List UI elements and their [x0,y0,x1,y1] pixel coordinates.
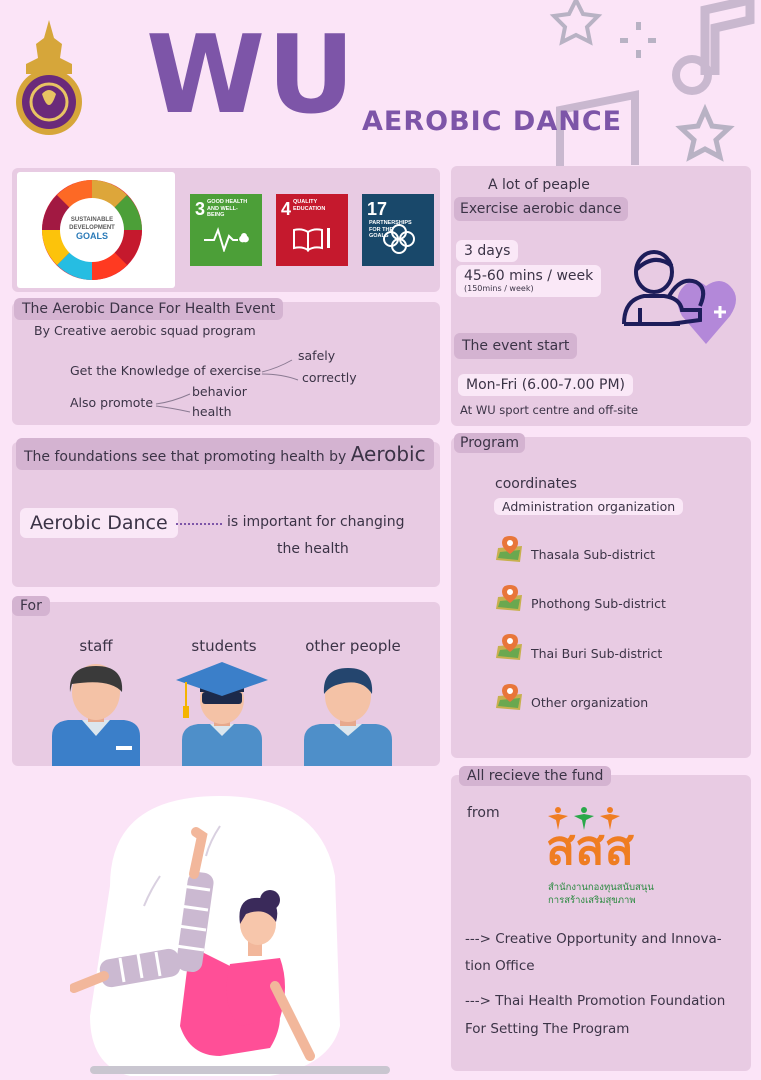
partnership-rings-icon [376,224,422,254]
correctly-text: correctly [302,370,357,385]
admin-organization-label: Administration organization [494,498,683,515]
fund-item-2-line-1: ---> Thai Health Promotion Foundation [465,993,726,1009]
foundation-line-2: the health [277,541,349,557]
heartbeat-icon [204,226,250,252]
knowledge-text: Get the Knowledge of exercise [70,363,262,378]
place-phothong: Phothong Sub-district [531,596,666,611]
sdg-tile-17: 17PARTNERSHIPS FOR THE GOALS [362,194,434,266]
thaihealth-logo-line-1: สำนักงานกองทุนสนับสนุน [548,882,654,893]
fund-item-2-line-2: For Setting The Program [465,1021,630,1037]
other-person-avatar-icon [300,664,396,766]
promote-text: Also promote [70,395,154,410]
safely-text: safely [298,348,336,363]
coordinates-text: coordinates [495,476,577,492]
foundation-line-1: is important for changing [227,514,405,530]
thaihealth-logo-line-2: การสร้างเสริมสุขภาพ [548,895,636,906]
map-pin-icon [496,684,524,710]
decorative-music-notes [540,0,761,175]
book-pencil-icon [290,226,336,252]
fund-item-1-line-2: tion Office [465,958,535,974]
exercise-label: Exercise aerobic dance [454,197,628,221]
place-other-organization: Other organization [531,695,649,710]
fund-item-1-line-1: ---> Creative Opportunity and Innova- [465,931,722,947]
sparkle-icon [620,22,656,58]
map-pin-icon [496,634,524,660]
event-place-text: At WU sport centre and off-site [460,403,639,417]
sdg-tile-3: 3 GOOD HEALTH AND WELL-BEING [190,194,262,266]
event-byline: By Creative aerobic squad program [34,323,256,338]
behavior-text: behavior [192,384,247,399]
map-pin-icon [496,536,524,562]
foundation-heading: The foundations see that promoting health by Aerobic [16,438,434,470]
aerobic-dancer-illustration [70,786,390,1080]
place-thasala: Thasala Sub-district [531,547,656,562]
thaihealth-logo-text: สสส [546,820,634,876]
other-people-label: other people [305,637,401,655]
student-avatar-icon [174,658,270,766]
star-icon [681,110,729,157]
staff-label: staff [79,637,113,655]
minutes-label: 45-60 mins / week (150mins / week) [456,265,601,297]
dotted-connector [176,523,222,525]
page-subtitle: AEROBIC DANCE [362,106,623,137]
music-note-icon [705,0,750,75]
sdg-tile-4: 4 QUALITY EDUCATION [276,194,348,266]
strong-woman-heart-icon [620,246,744,358]
students-label: students [191,637,257,655]
event-start-label: The event start [454,333,577,359]
event-time-label: Mon-Fri (6.00-7.00 PM) [458,374,633,396]
lot-of-people-text: A lot of peaple [488,177,590,193]
page-title: WU [146,13,357,138]
program-heading: Program [454,433,525,453]
university-logo [14,20,84,138]
fund-heading: All recieve the fund [459,766,611,786]
aerobic-dance-box: Aerobic Dance [20,508,178,538]
days-label: 3 days [456,240,518,262]
place-thai-buri: Thai Buri Sub-district [531,646,663,661]
for-heading: For [12,596,50,616]
sdg-wheel-text: SUSTAINABLE DEVELOPMENT GOALS [69,217,115,241]
star-icon [554,0,598,42]
map-pin-icon [496,585,524,611]
fund-from-text: from [467,805,500,821]
staff-avatar-icon [50,662,142,766]
health-text: health [192,404,232,419]
connector-lines [150,350,310,420]
event-title: The Aerobic Dance For Health Event [14,298,283,320]
